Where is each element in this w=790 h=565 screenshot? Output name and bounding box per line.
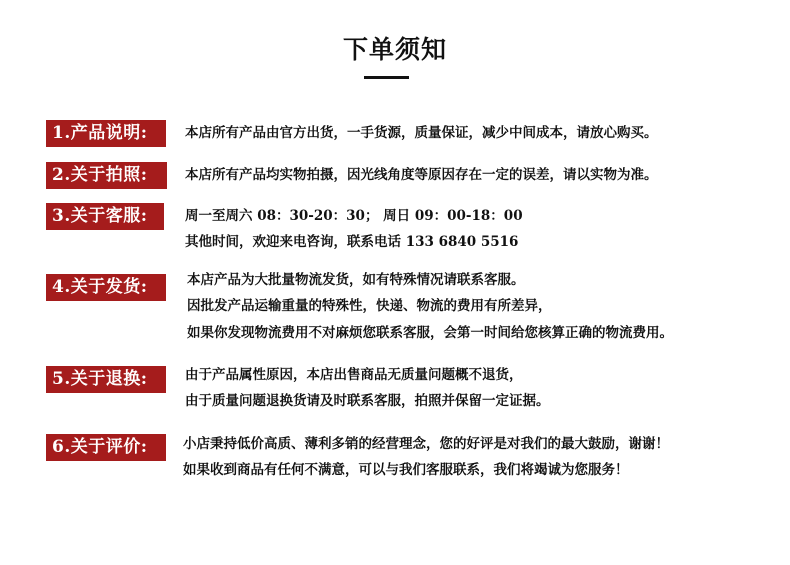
section-text-reviews-line-2: 如果收到商品有任何不满意，可以与我们客服联系，我们将竭诚为您服务！	[183, 462, 629, 478]
section-text-photos-line-1: 本店所有产品均实物拍摄，因光线角度等原因存在一定的误差，请以实物为准。	[185, 167, 658, 183]
section-label-returns: 5.关于退换:	[46, 366, 166, 393]
section-label-product-description: 1.产品说明:	[46, 120, 166, 147]
section-text-customer-service-line-1: 周一至周六 08：30-20：30； 周日 09：00-18：00	[185, 208, 523, 224]
section-label-photos: 2.关于拍照:	[46, 162, 167, 189]
section-label-shipping: 4.关于发货:	[46, 274, 166, 301]
section-text-returns-line-1: 由于产品属性原因，本店出售商品无质量问题概不退货，	[185, 367, 523, 383]
section-text-shipping-line-2: 因批发产品运输重量的特殊性，快递、物流的费用有所差异，	[187, 298, 552, 314]
page-title: 下单须知	[342, 35, 447, 64]
title-underline	[364, 76, 409, 79]
section-label-customer-service: 3.关于客服:	[46, 203, 164, 230]
section-text-shipping-line-3: 如果你发现物流费用不对麻烦您联系客服，会第一时间给您核算正确的物流费用。	[187, 325, 673, 341]
section-text-product-description-line-1: 本店所有产品由官方出货，一手货源，质量保证，减少中间成本，请放心购买。	[185, 125, 658, 141]
section-label-reviews: 6.关于评价:	[46, 434, 166, 461]
section-text-customer-service-line-2: 其他时间，欢迎来电咨询，联系电话 133 6840 5516	[185, 234, 519, 250]
section-text-returns-line-2: 由于质量问题退换货请及时联系客服，拍照并保留一定证据。	[185, 393, 550, 409]
section-text-reviews-line-1: 小店秉持低价高质、薄利多销的经营理念，您的好评是对我们的最大鼓励，谢谢！	[183, 436, 669, 452]
section-text-shipping-line-1: 本店产品为大批量物流发货，如有特殊情况请联系客服。	[187, 272, 525, 288]
